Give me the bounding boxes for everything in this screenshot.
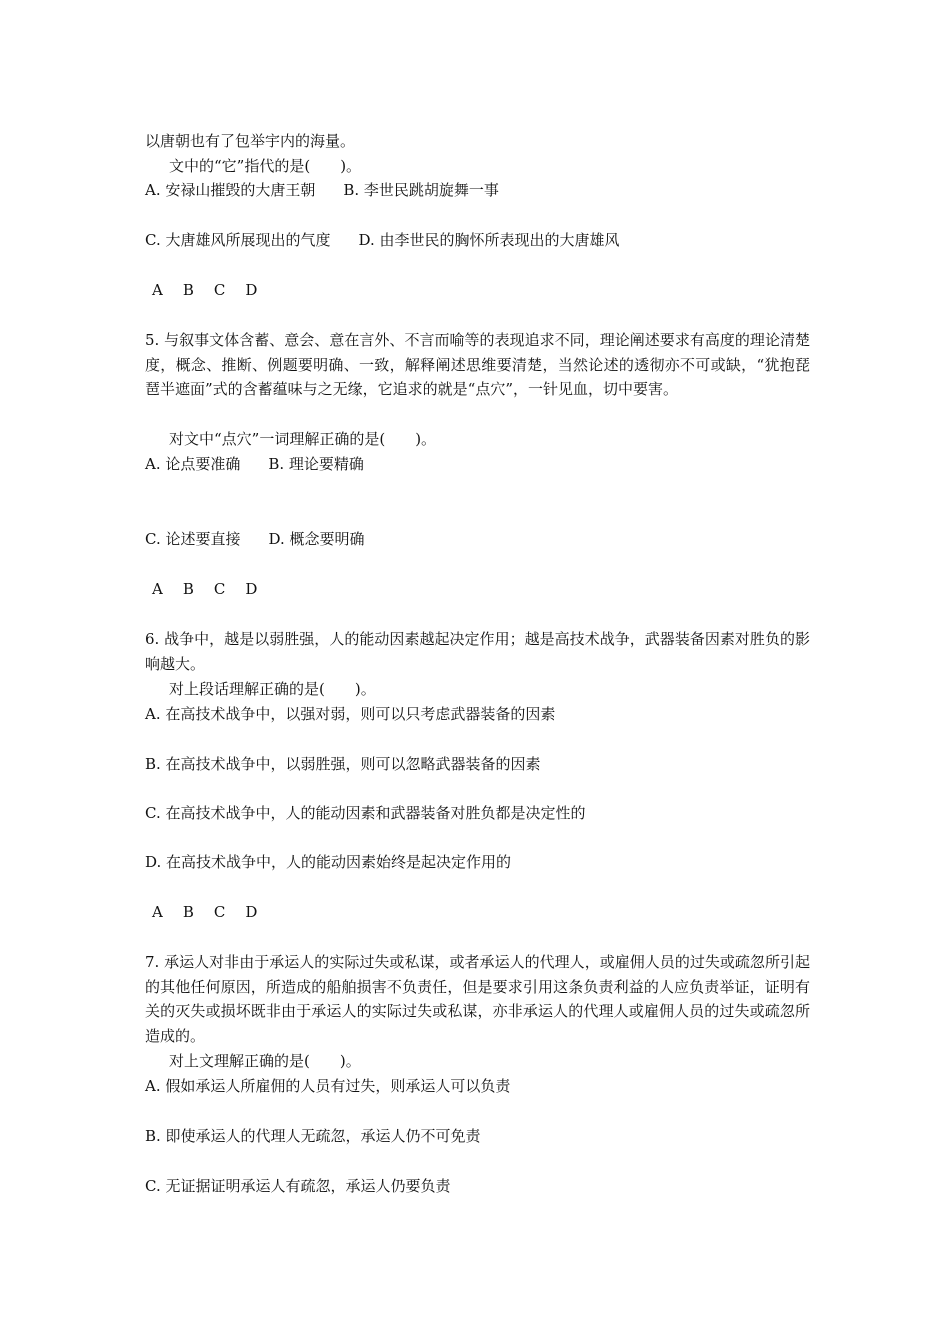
q4-answer-b[interactable]: B: [182, 281, 194, 299]
q4-options-row-2: [145, 230, 815, 250]
q5-answer-a[interactable]: A: [152, 580, 163, 598]
q6-option-d: D. 在高技术战争中，人的能动因素始终是起决定作用的: [145, 853, 512, 871]
q7-option-b: B. 即使承运人的代理人无疏忽，承运人仍不可免责: [145, 1127, 481, 1145]
q5-options-row-1: [145, 454, 815, 474]
q5-answer-d[interactable]: D: [245, 580, 258, 598]
q7-option-a: A. 假如承运人所雇佣的人员有过失，则承运人可以负责: [145, 1077, 511, 1095]
q6-option-a: A. 在高技术战争中，以强对弱，则可以只考虑武器装备的因素: [145, 705, 556, 723]
q5-option-b: B. 理论要精确: [268, 455, 364, 473]
q6-answer-b[interactable]: B: [182, 903, 194, 921]
q4-prompt: 文中的“它”指代的是( )。: [169, 157, 362, 175]
q4-options-row-1: [145, 180, 815, 200]
q5-answer-c[interactable]: C: [213, 580, 226, 598]
q7-prompt: 对上文理解正确的是( )。: [169, 1052, 361, 1070]
q6-option-b: B. 在高技术战争中，以弱胜强，则可以忽略武器装备的因素: [145, 755, 541, 773]
q4-option-b: B. 李世民跳胡旋舞一事: [343, 181, 499, 199]
q6-answer-c[interactable]: C: [213, 903, 226, 921]
q5-prompt: 对文中“点穴”一词理解正确的是( )。: [169, 430, 437, 448]
q6-answer-d[interactable]: D: [245, 903, 258, 921]
q4-stem-tail: 以唐朝也有了包举宇内的海量。: [145, 132, 356, 150]
q6-answer-choices: [152, 902, 277, 922]
q5-stem: 5. 与叙事文体含蓄、意会、意在言外、不言而喻等的表现追求不同，理论阐述要求有高度的理论清楚度，概念、推断、例题要明确、一致，解释阐述思维要清楚，当然论述的透彻亦不可或缺，“犹抱琵琶半遮面”式的含蓄蕴味与之无缘，它追求的就是“点穴”，一针见血，切中要害。: [145, 331, 810, 398]
q6-answer-a[interactable]: A: [152, 903, 163, 921]
q4-answer-c[interactable]: C: [213, 281, 226, 299]
q4-answer-d[interactable]: D: [245, 281, 258, 299]
q4-option-c: C. 大唐雄风所展现出的气度: [145, 231, 331, 249]
q5-option-c: C. 论述要直接: [145, 530, 241, 548]
q4-option-a: A. 安禄山摧毁的大唐王朝: [145, 181, 316, 199]
q4-answer-choices: [152, 280, 277, 300]
q5-options-row-2: [145, 529, 815, 549]
q5-answer-b[interactable]: B: [182, 580, 194, 598]
q4-answer-a[interactable]: A: [152, 281, 163, 299]
q6-option-c: C. 在高技术战争中，人的能动因素和武器装备对胜负都是决定性的: [145, 804, 586, 822]
q5-answer-choices: [152, 579, 277, 599]
q4-option-d: D. 由李世民的胸怀所表现出的大唐雄风: [358, 231, 620, 249]
q5-option-d: D. 概念要明确: [268, 530, 365, 548]
q6-prompt: 对上段话理解正确的是( )。: [169, 680, 376, 698]
q7-option-c: C. 无证据证明承运人有疏忽，承运人仍要负责: [145, 1177, 451, 1195]
q5-option-a: A. 论点要准确: [145, 455, 241, 473]
q7-stem: 7. 承运人对非由于承运人的实际过失或私谋，或者承运人的代理人，或雇佣人员的过失或疏忽所引起的其他任何原因，所造成的船舶损害不负责任，但是要求引用这条负责利益的人应负责举证，证明有关的灭失或损坏既非由于承运人的实际过失或私谋，亦非承运人的代理人或雇佣人员的过失或疏忽所造成的。: [145, 953, 810, 1045]
q6-stem: 6. 战争中，越是以弱胜强，人的能动因素越起决定作用；越是高技术战争，武器装备因素对胜负的影响越大。: [145, 630, 810, 673]
